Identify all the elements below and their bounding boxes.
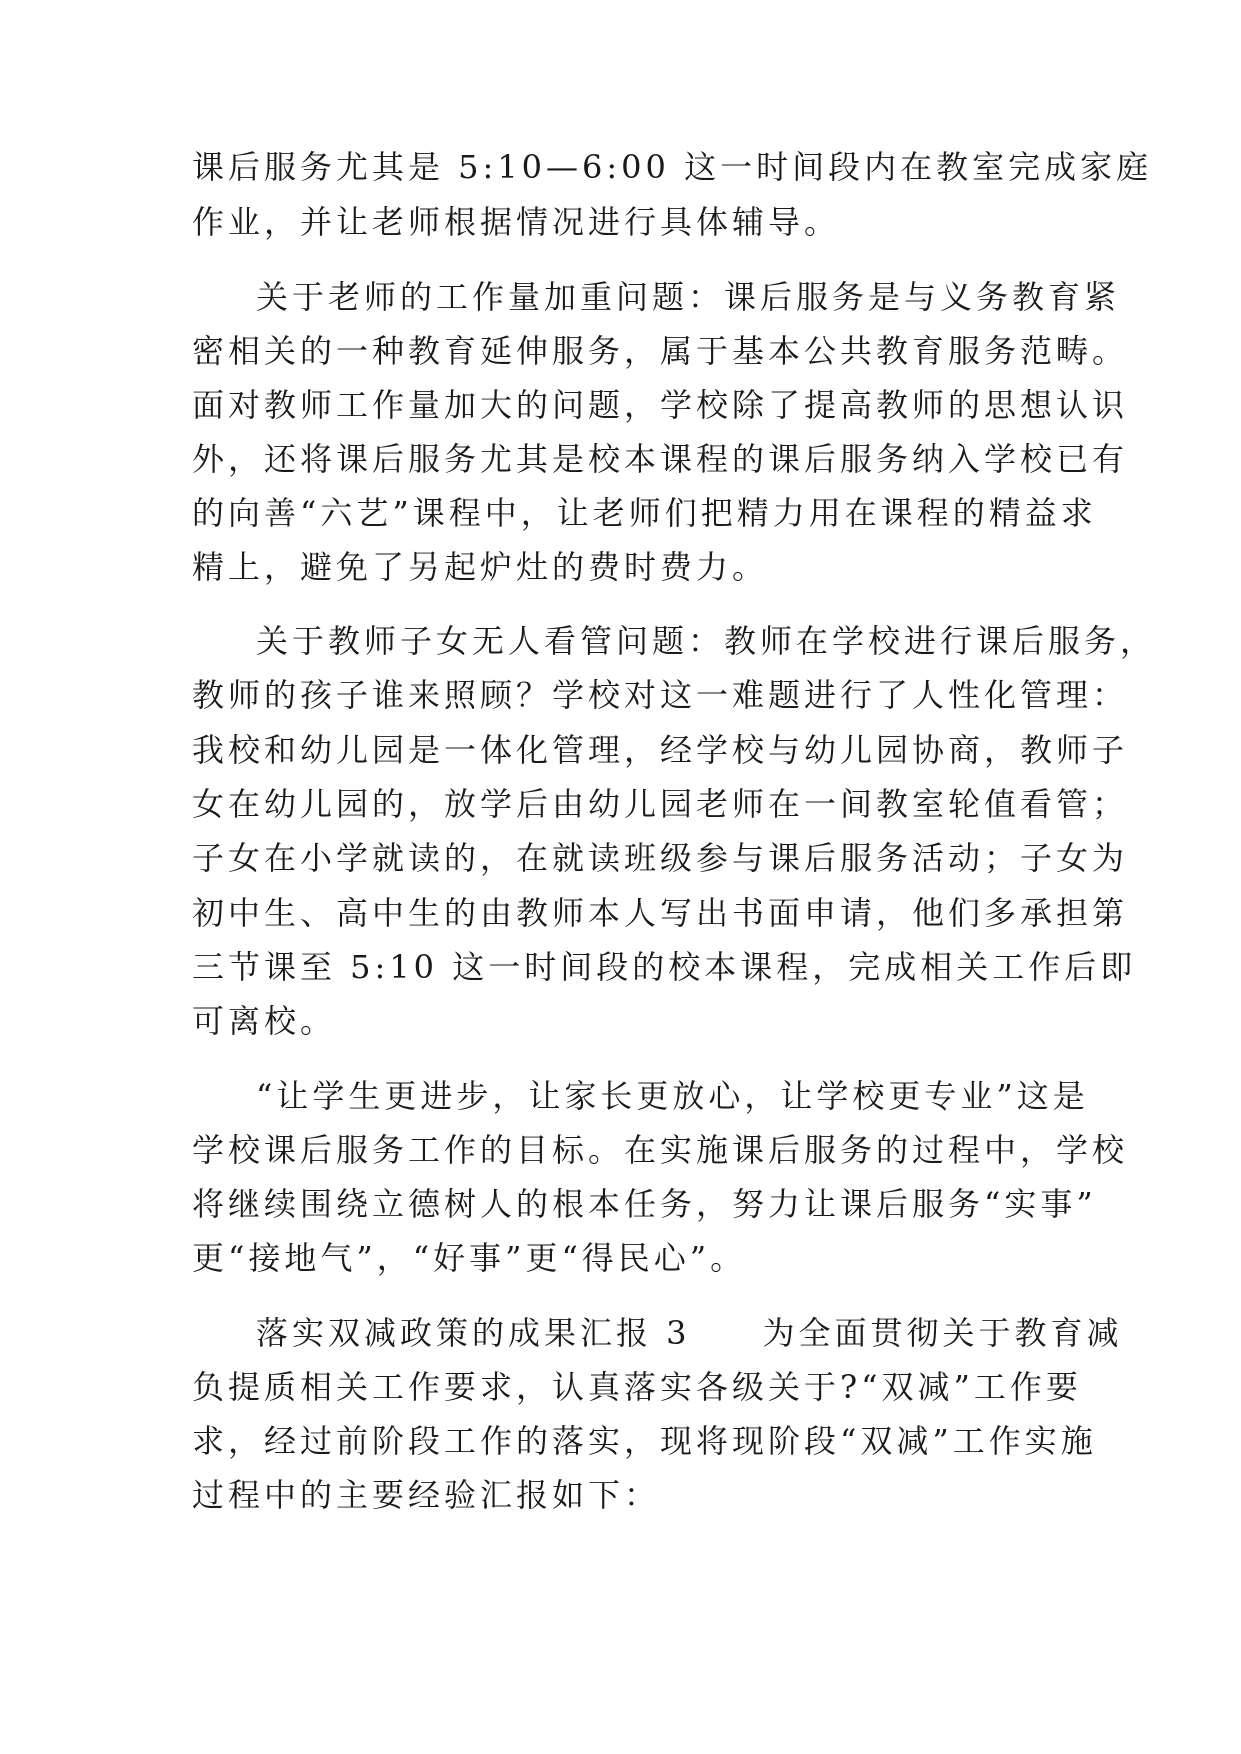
paragraph-start-line: 关于老师的工作量加重问题：课后服务是与义务教育紧 — [256, 278, 1121, 316]
text-line: 外，还将课后服务尤其是校本课程的课后服务纳入学校已有 — [192, 440, 1129, 478]
paragraph-start-line: “让学生更进步，让家长更放心，让学校更专业”这是 — [256, 1077, 1089, 1115]
text-line: 精上，避免了另起炉灶的费时费力。 — [192, 548, 769, 586]
text-line: 求，经过前阶段工作的落实，现将现阶段“双减”工作实施 — [192, 1422, 1097, 1460]
paragraph-start-line: 关于教师子女无人看管问题：教师在学校进行课后服务， — [256, 622, 1157, 660]
text-line: 课后服务尤其是 5:10—6:00 这一时间段内在教室完成家庭 — [192, 148, 1153, 186]
text-line: 教师的孩子谁来照顾？学校对这一难题进行了人性化管理： — [192, 676, 1129, 714]
text-line: 初中生、高中生的由教师本人写出书面申请，他们多承担第 — [192, 894, 1129, 932]
text-line: 面对教师工作量加大的问题，学校除了提高教师的思想认识 — [192, 386, 1129, 424]
text-line: 将继续围绕立德树人的根本任务，努力让课后服务“实事” — [192, 1185, 1097, 1223]
text-line: 过程中的主要经验汇报如下： — [192, 1476, 661, 1514]
text-line: 女在幼儿园的，放学后由幼儿园老师在一间教室轮值看管； — [192, 785, 1129, 823]
text-line: 我校和幼儿园是一体化管理，经学校与幼儿园协商，教师子 — [192, 731, 1129, 769]
text-line: 的向善“六艺”课程中，让老师们把精力用在课程的精益求 — [192, 494, 1097, 532]
text-line: 负提质相关工作要求，认真落实各级关于?“双减”工作要 — [192, 1368, 1082, 1406]
text-line: 可离校。 — [192, 1002, 337, 1040]
text-line: 作业，并让老师根据情况进行具体辅导。 — [192, 203, 841, 241]
text-line: 更“接地气”，“好事”更“得民心”。 — [192, 1239, 747, 1277]
text-line: 三节课至 5:10 这一时间段的校本课程，完成相关工作后即 — [192, 948, 1137, 986]
text-line: 密相关的一种教育延伸服务，属于基本公共教育服务范畴。 — [192, 332, 1129, 370]
text-line: 学校课后服务工作的目标。在实施课后服务的过程中，学校 — [192, 1131, 1129, 1169]
text-line: 子女在小学就读的，在就读班级参与课后服务活动；子女为 — [192, 839, 1129, 877]
paragraph-start-line: 落实双减政策的成果汇报 3 为全面贯彻关于教育减 — [256, 1314, 1123, 1352]
